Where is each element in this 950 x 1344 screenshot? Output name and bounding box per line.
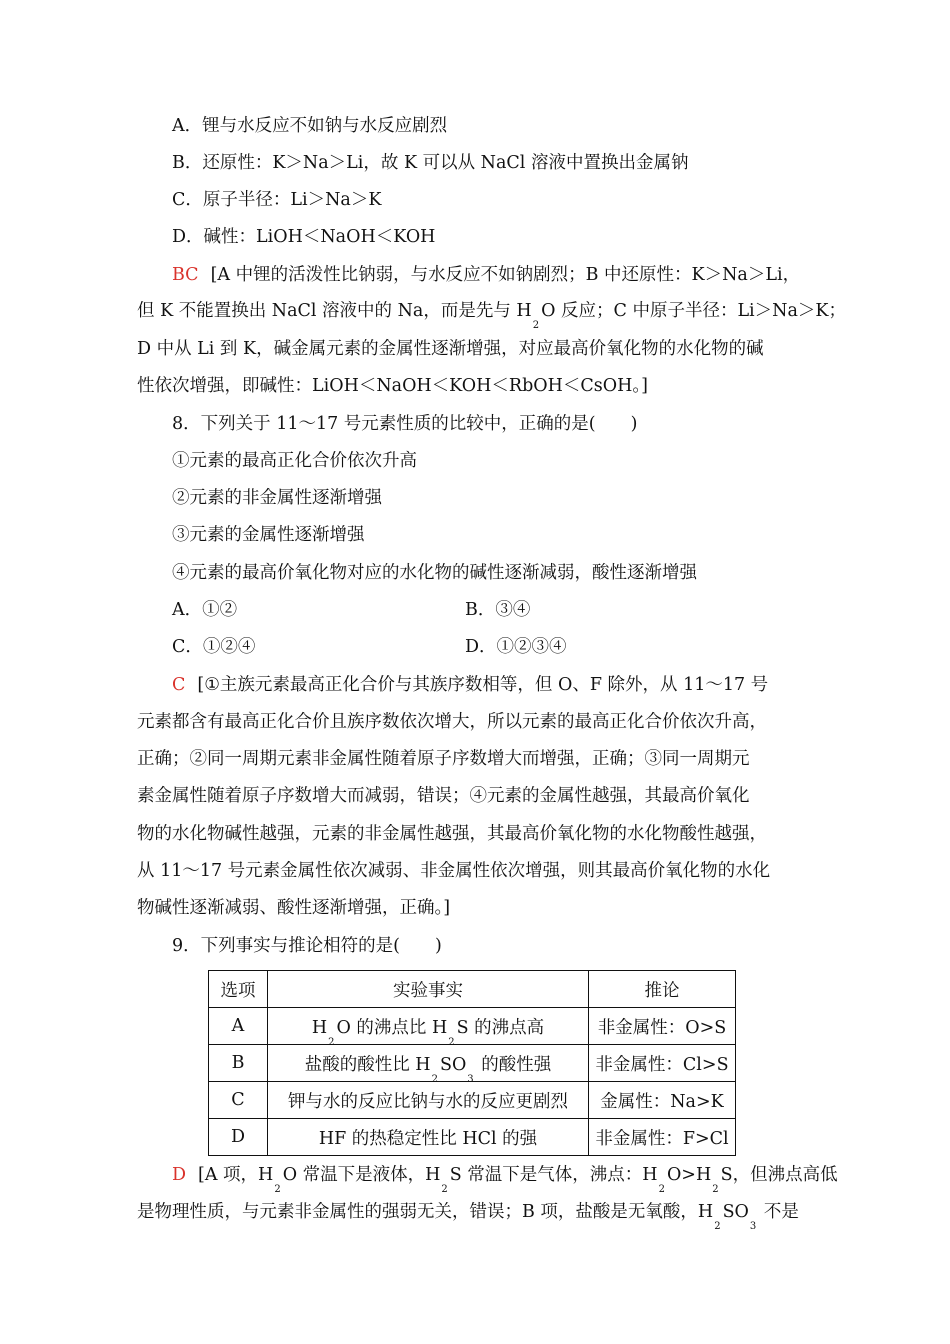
table-header-cell: 推论	[589, 971, 736, 1008]
table-cell-option: D	[209, 1119, 268, 1156]
q7-explanation-line1: BC [A 中锂的活泼性比钠弱，与水反应不如钠剧烈；B 中还原性：K＞Na＞Li，	[172, 265, 801, 285]
q7-option-a: A．锂与水反应不如钠与水反应剧烈	[172, 116, 448, 136]
q8-options-row1	[172, 598, 852, 622]
q8-explanation-line6: 从 11～17 号元素金属性依次减弱、非金属性依次增强，则其最高价氧化物的水化	[137, 861, 771, 881]
q8-option-c: C．①②④	[172, 637, 256, 657]
q8-option-a: A．①②	[172, 600, 238, 620]
table-row	[209, 1045, 736, 1082]
table-cell-inference: 金属性：Na>K	[589, 1082, 736, 1119]
table-cell-fact: 盐酸的酸性比 $H_2SO_3$ 的酸性强	[268, 1045, 589, 1082]
table-cell-inference: 非金属性：Cl>S	[589, 1045, 736, 1082]
q9-explanation-line1: D [A 项，$H_2O$ 常温下是液体，$H_2S$ 常温下是气体，沸点：$H_2O>H_2S$，但沸点高低	[172, 1165, 838, 1195]
q8-item-2: ②元素的非金属性逐渐增强	[172, 488, 382, 508]
q8-explanation-line7: 物碱性逐渐减弱、酸性逐渐增强，正确。]	[137, 898, 451, 918]
q9-stem: 9．下列事实与推论相符的是( )	[172, 936, 442, 956]
q8-explanation-line1: C [①主族元素最高正化合价与其族序数相等，但 O、F 除外，从 11～17 号	[172, 675, 769, 695]
table-cell-option: A	[209, 1008, 268, 1045]
table-cell-inference: 非金属性：F>Cl	[589, 1119, 736, 1156]
table-header-cell: 实验事实	[268, 971, 589, 1008]
q8-explanation-line2: 元素都含有最高正化合价且族序数依次增大，所以元素的最高正化合价依次升高，	[137, 712, 767, 732]
table-cell-fact: $H_2O$ 的沸点比 $H_2S$ 的沸点高	[268, 1008, 589, 1045]
table-row	[209, 1119, 736, 1156]
table-header-cell: 选项	[209, 971, 268, 1008]
q7-option-d: D．碱性：LiOH＜NaOH＜KOH	[172, 227, 436, 247]
q8-item-1: ①元素的最高正化合价依次升高	[172, 451, 417, 471]
q8-item-4: ④元素的最高价氧化物对应的水化物的碱性逐渐减弱，酸性逐渐增强	[172, 563, 697, 583]
q8-options-row2	[172, 635, 852, 659]
q7-explanation-line4: 性依次增强，即碱性：LiOH＜NaOH＜KOH＜RbOH＜CsOH。]	[137, 376, 648, 396]
q9-table	[208, 970, 736, 1156]
q8-option-b: B．③④	[465, 600, 531, 620]
q8-option-d: D．①②③④	[465, 637, 567, 657]
table-cell-option: B	[209, 1045, 268, 1082]
table-cell-fact: HF 的热稳定性比 HCl 的强	[268, 1119, 589, 1156]
q7-answer-label: BC	[172, 265, 199, 285]
q8-explanation-line3: 正确；②同一周期元素非金属性随着原子序数增大而增强，正确；③同一周期元	[137, 749, 750, 769]
table-row	[209, 1008, 736, 1045]
table-cell-inference: 非金属性：O>S	[589, 1008, 736, 1045]
q8-explanation-line5: 物的水化物碱性越强，元素的非金属性越强，其最高价氧化物的水化物酸性越强，	[137, 824, 767, 844]
q7-option-c: C．原子半径：Li＞Na＞K	[172, 190, 382, 210]
q8-explanation-line4: 素金属性随着原子序数增大而减弱，错误；④元素的金属性越强，其最高价氧化	[137, 786, 750, 806]
q8-stem: 8．下列关于 11～17 号元素性质的比较中，正确的是( )	[172, 414, 638, 434]
q7-explanation-line2: 但 K 不能置换出 NaCl 溶液中的 Na，而是先与 $H_2O$ 反应；C 中原子半径：Li＞Na＞K；	[137, 301, 846, 331]
q7-explanation-line3: D 中从 Li 到 K，碱金属元素的金属性逐渐增强，对应最高价氧化物的水化物的碱	[137, 339, 764, 359]
table-header-row	[209, 971, 736, 1008]
q8-item-3: ③元素的金属性逐渐增强	[172, 525, 365, 545]
q7-option-b: B．还原性：K＞Na＞Li，故 K 可以从 NaCl 溶液中置换出金属钠	[172, 153, 689, 173]
q9-explanation-line2: 是物理性质，与元素非金属性的强弱无关，错误；B 项，盐酸是无氧酸，$H_2SO_3$ 不是	[137, 1202, 799, 1232]
q9-answer-label: D	[172, 1165, 187, 1185]
table-row	[209, 1082, 736, 1119]
table-cell-option: C	[209, 1082, 268, 1119]
table-cell-fact: 钾与水的反应比钠与水的反应更剧烈	[268, 1082, 589, 1119]
q8-answer-label: C	[172, 675, 186, 695]
